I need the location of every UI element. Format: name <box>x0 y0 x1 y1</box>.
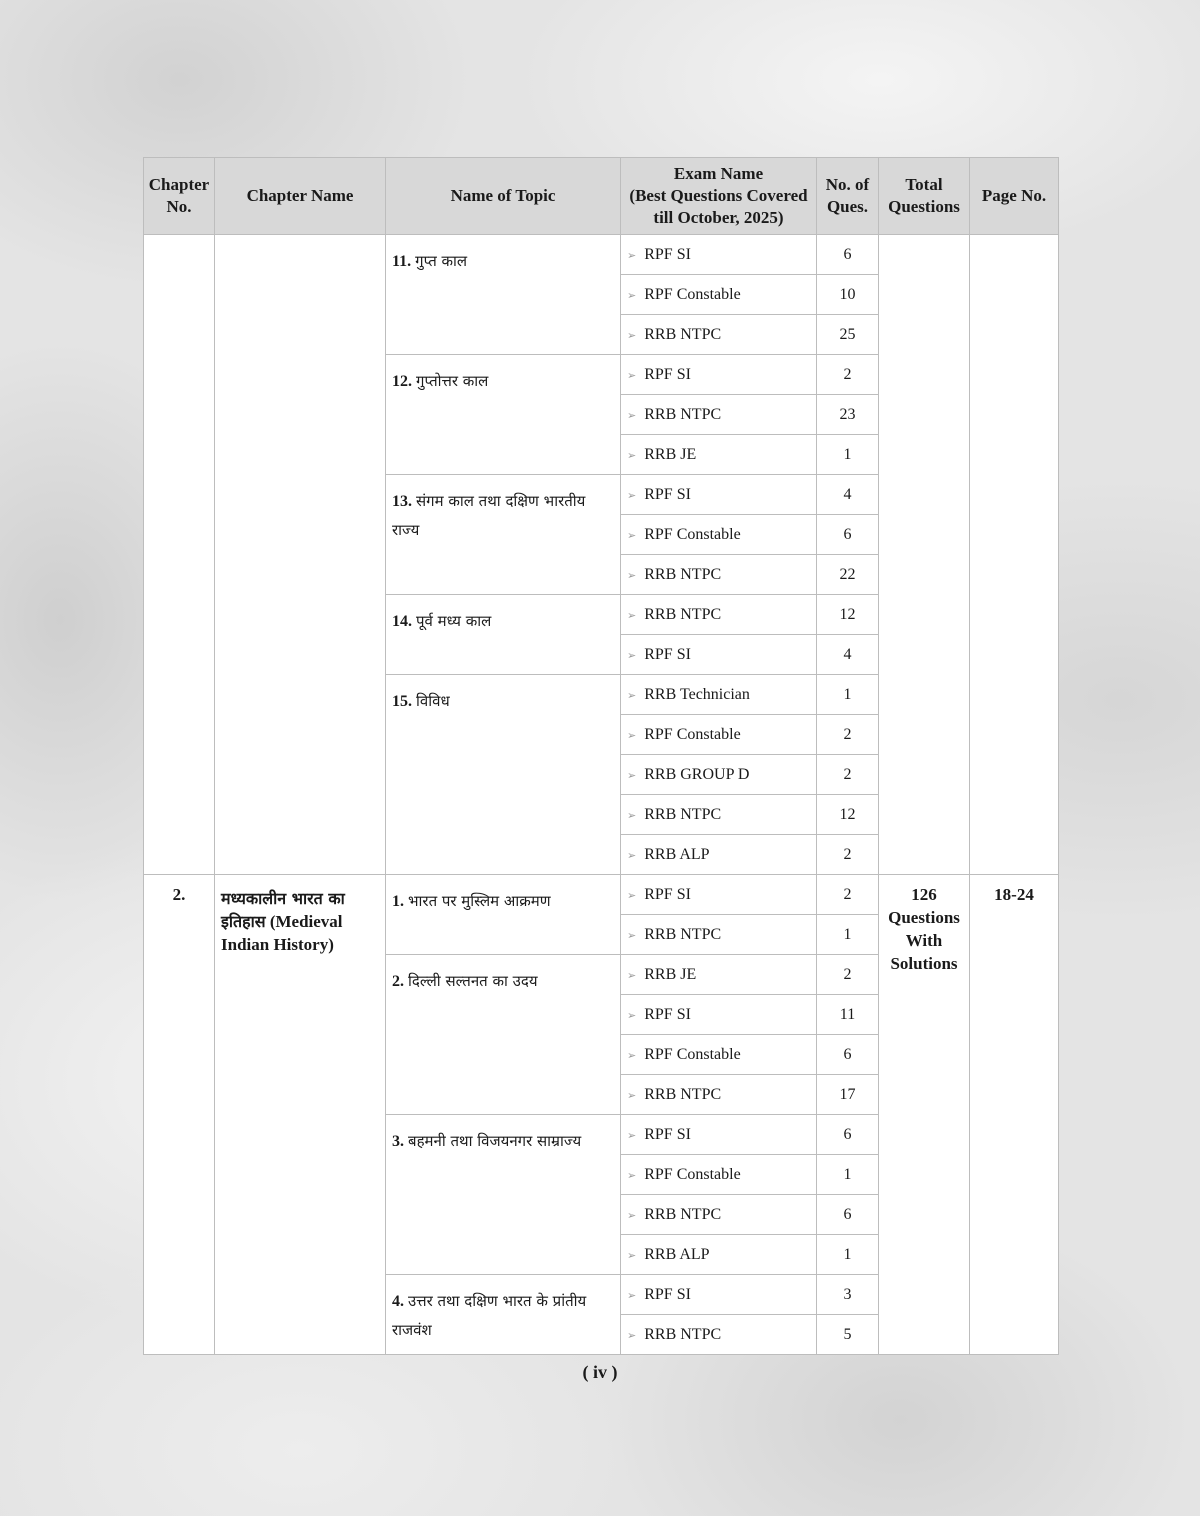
topic-cell <box>386 475 621 595</box>
total-cell-empty <box>879 235 970 875</box>
contents-table <box>143 157 1059 1355</box>
exam-cell <box>621 315 817 355</box>
ques-count: 25 <box>817 315 879 355</box>
table-row <box>144 875 1059 915</box>
ques-count: 2 <box>817 835 879 875</box>
ques-count: 5 <box>817 1315 879 1355</box>
ques-count: 12 <box>817 795 879 835</box>
ques-count: 6 <box>817 1115 879 1155</box>
arrow-bullet-icon: ➢ <box>627 969 637 982</box>
arrow-bullet-icon: ➢ <box>627 329 637 342</box>
exam-name: RRB NTPC <box>644 405 722 423</box>
exam-cell <box>621 235 817 275</box>
header-topic: Name of Topic <box>386 158 621 235</box>
header-exam-line3: till October, 2025) <box>653 208 784 227</box>
topic-name: संगम काल तथा दक्षिण भारतीय राज्य <box>392 492 586 539</box>
header-exam <box>621 158 817 235</box>
total-number: 126 <box>911 885 937 904</box>
exam-cell <box>621 355 817 395</box>
topic-number: 12. <box>392 373 412 390</box>
chapter-number: 2. <box>144 875 215 1355</box>
exam-name: RRB NTPC <box>644 325 722 343</box>
topic-cell <box>386 1275 621 1355</box>
arrow-bullet-icon: ➢ <box>627 569 637 582</box>
chapter-name-cell-empty <box>215 235 386 875</box>
exam-cell <box>621 1035 817 1075</box>
ques-count: 4 <box>817 475 879 515</box>
exam-name: RPF SI <box>644 1285 691 1303</box>
exam-name: RRB NTPC <box>644 1205 722 1223</box>
exam-name: RRB NTPC <box>644 805 722 823</box>
ques-count: 2 <box>817 355 879 395</box>
topic-number: 14. <box>392 613 412 630</box>
total-questions <box>879 875 970 1355</box>
arrow-bullet-icon: ➢ <box>627 689 637 702</box>
ques-count: 6 <box>817 515 879 555</box>
exam-cell <box>621 715 817 755</box>
ques-count: 23 <box>817 395 879 435</box>
exam-name: RRB NTPC <box>644 605 722 623</box>
ques-count: 17 <box>817 1075 879 1115</box>
ques-count: 22 <box>817 555 879 595</box>
table-row <box>144 235 1059 275</box>
topic-name: विविध <box>416 692 450 710</box>
topic-name: गुप्त काल <box>415 252 468 270</box>
ques-count: 2 <box>817 755 879 795</box>
exam-name: RRB NTPC <box>644 1325 722 1343</box>
exam-cell <box>621 675 817 715</box>
arrow-bullet-icon: ➢ <box>627 929 637 942</box>
arrow-bullet-icon: ➢ <box>627 489 637 502</box>
chapter-name-english: (Medieval Indian History) <box>221 912 343 954</box>
topic-cell <box>386 595 621 675</box>
ques-count: 1 <box>817 1155 879 1195</box>
arrow-bullet-icon: ➢ <box>627 249 637 262</box>
contents-table-container <box>143 157 1058 1355</box>
arrow-bullet-icon: ➢ <box>627 1249 637 1262</box>
arrow-bullet-icon: ➢ <box>627 889 637 902</box>
arrow-bullet-icon: ➢ <box>627 1129 637 1142</box>
exam-cell <box>621 1155 817 1195</box>
arrow-bullet-icon: ➢ <box>627 769 637 782</box>
ques-count: 1 <box>817 435 879 475</box>
ques-count: 12 <box>817 595 879 635</box>
topic-number: 3. <box>392 1133 404 1150</box>
exam-name: RRB JE <box>644 965 697 983</box>
exam-name: RPF Constable <box>644 1165 741 1183</box>
ques-count: 4 <box>817 635 879 675</box>
exam-cell <box>621 555 817 595</box>
header-chapter-no: Chapter No. <box>144 158 215 235</box>
topic-number: 1. <box>392 893 404 910</box>
exam-cell <box>621 955 817 995</box>
topic-cell <box>386 355 621 475</box>
exam-cell <box>621 435 817 475</box>
exam-name: RRB Technician <box>644 685 750 703</box>
header-chapter-name: Chapter Name <box>215 158 386 235</box>
exam-name: RRB NTPC <box>644 925 722 943</box>
ques-count: 6 <box>817 1035 879 1075</box>
header-page: Page No. <box>970 158 1059 235</box>
topic-number: 15. <box>392 693 412 710</box>
exam-cell <box>621 515 817 555</box>
exam-name: RPF SI <box>644 645 691 663</box>
header-exam-line2: (Best Questions Covered <box>629 186 808 205</box>
exam-cell <box>621 795 817 835</box>
total-label: Questions With Solutions <box>888 908 960 973</box>
ques-count: 10 <box>817 275 879 315</box>
exam-cell <box>621 635 817 675</box>
arrow-bullet-icon: ➢ <box>627 449 637 462</box>
topic-name: बहमनी तथा विजयनगर साम्राज्य <box>408 1132 582 1150</box>
page-range: 18-24 <box>970 875 1059 1355</box>
arrow-bullet-icon: ➢ <box>627 1009 637 1022</box>
arrow-bullet-icon: ➢ <box>627 1089 637 1102</box>
ques-count: 6 <box>817 1195 879 1235</box>
arrow-bullet-icon: ➢ <box>627 649 637 662</box>
topic-number: 4. <box>392 1293 404 1310</box>
ques-count: 1 <box>817 915 879 955</box>
exam-name: RPF Constable <box>644 1045 741 1063</box>
arrow-bullet-icon: ➢ <box>627 1289 637 1302</box>
exam-name: RPF SI <box>644 885 691 903</box>
chapter-name-hindi: मध्यकालीन भारत का इतिहास <box>221 889 345 931</box>
exam-name: RPF SI <box>644 485 691 503</box>
arrow-bullet-icon: ➢ <box>627 809 637 822</box>
topic-cell <box>386 875 621 955</box>
arrow-bullet-icon: ➢ <box>627 289 637 302</box>
exam-cell <box>621 1195 817 1235</box>
ques-count: 3 <box>817 1275 879 1315</box>
exam-name: RRB NTPC <box>644 565 722 583</box>
exam-cell <box>621 1315 817 1355</box>
exam-name: RRB GROUP D <box>644 765 750 783</box>
exam-cell <box>621 1275 817 1315</box>
header-exam-line1: Exam Name <box>673 164 764 183</box>
exam-cell <box>621 1075 817 1115</box>
exam-name: RPF SI <box>644 245 691 263</box>
exam-cell <box>621 915 817 955</box>
arrow-bullet-icon: ➢ <box>627 1329 637 1342</box>
ques-count: 1 <box>817 1235 879 1275</box>
header-ques: No. of Ques. <box>817 158 879 235</box>
topic-name: उत्तर तथा दक्षिण भारत के प्रांतीय राजवंश <box>392 1292 587 1339</box>
arrow-bullet-icon: ➢ <box>627 529 637 542</box>
arrow-bullet-icon: ➢ <box>627 409 637 422</box>
header-total: Total Questions <box>879 158 970 235</box>
arrow-bullet-icon: ➢ <box>627 849 637 862</box>
exam-name: RPF Constable <box>644 525 741 543</box>
topic-cell <box>386 235 621 355</box>
arrow-bullet-icon: ➢ <box>627 369 637 382</box>
exam-name: RPF SI <box>644 365 691 383</box>
ques-count: 2 <box>817 875 879 915</box>
exam-name: RPF SI <box>644 1125 691 1143</box>
exam-name: RRB ALP <box>644 1245 710 1263</box>
topic-name: पूर्व मध्य काल <box>416 612 492 630</box>
arrow-bullet-icon: ➢ <box>627 729 637 742</box>
topic-cell <box>386 1115 621 1275</box>
topic-number: 2. <box>392 973 404 990</box>
exam-cell <box>621 275 817 315</box>
ques-count: 2 <box>817 715 879 755</box>
ques-count: 11 <box>817 995 879 1035</box>
arrow-bullet-icon: ➢ <box>627 609 637 622</box>
ques-count: 1 <box>817 675 879 715</box>
header-row <box>144 158 1059 235</box>
arrow-bullet-icon: ➢ <box>627 1209 637 1222</box>
arrow-bullet-icon: ➢ <box>627 1049 637 1062</box>
topic-cell <box>386 955 621 1115</box>
exam-name: RPF Constable <box>644 725 741 743</box>
exam-cell <box>621 395 817 435</box>
exam-cell <box>621 755 817 795</box>
exam-cell <box>621 1235 817 1275</box>
topic-cell <box>386 675 621 875</box>
exam-cell <box>621 475 817 515</box>
arrow-bullet-icon: ➢ <box>627 1169 637 1182</box>
exam-cell <box>621 835 817 875</box>
topic-number: 13. <box>392 493 412 510</box>
topic-name: गुप्तोत्तर काल <box>416 372 489 390</box>
chapter-no-cell-empty <box>144 235 215 875</box>
exam-cell <box>621 875 817 915</box>
exam-cell <box>621 1115 817 1155</box>
ques-count: 6 <box>817 235 879 275</box>
page-number: ( iv ) <box>582 1362 618 1382</box>
table-body <box>144 235 1059 1355</box>
exam-name: RRB NTPC <box>644 1085 722 1103</box>
exam-cell <box>621 595 817 635</box>
exam-name: RPF Constable <box>644 285 741 303</box>
topic-name: दिल्ली सल्तनत का उदय <box>408 972 538 990</box>
topic-name: भारत पर मुस्लिम आक्रमण <box>408 892 551 910</box>
page-cell-empty <box>970 235 1059 875</box>
exam-name: RRB JE <box>644 445 697 463</box>
exam-name: RPF SI <box>644 1005 691 1023</box>
chapter-name <box>215 875 386 1355</box>
topic-number: 11. <box>392 253 412 270</box>
exam-name: RRB ALP <box>644 845 710 863</box>
ques-count: 2 <box>817 955 879 995</box>
exam-cell <box>621 995 817 1035</box>
